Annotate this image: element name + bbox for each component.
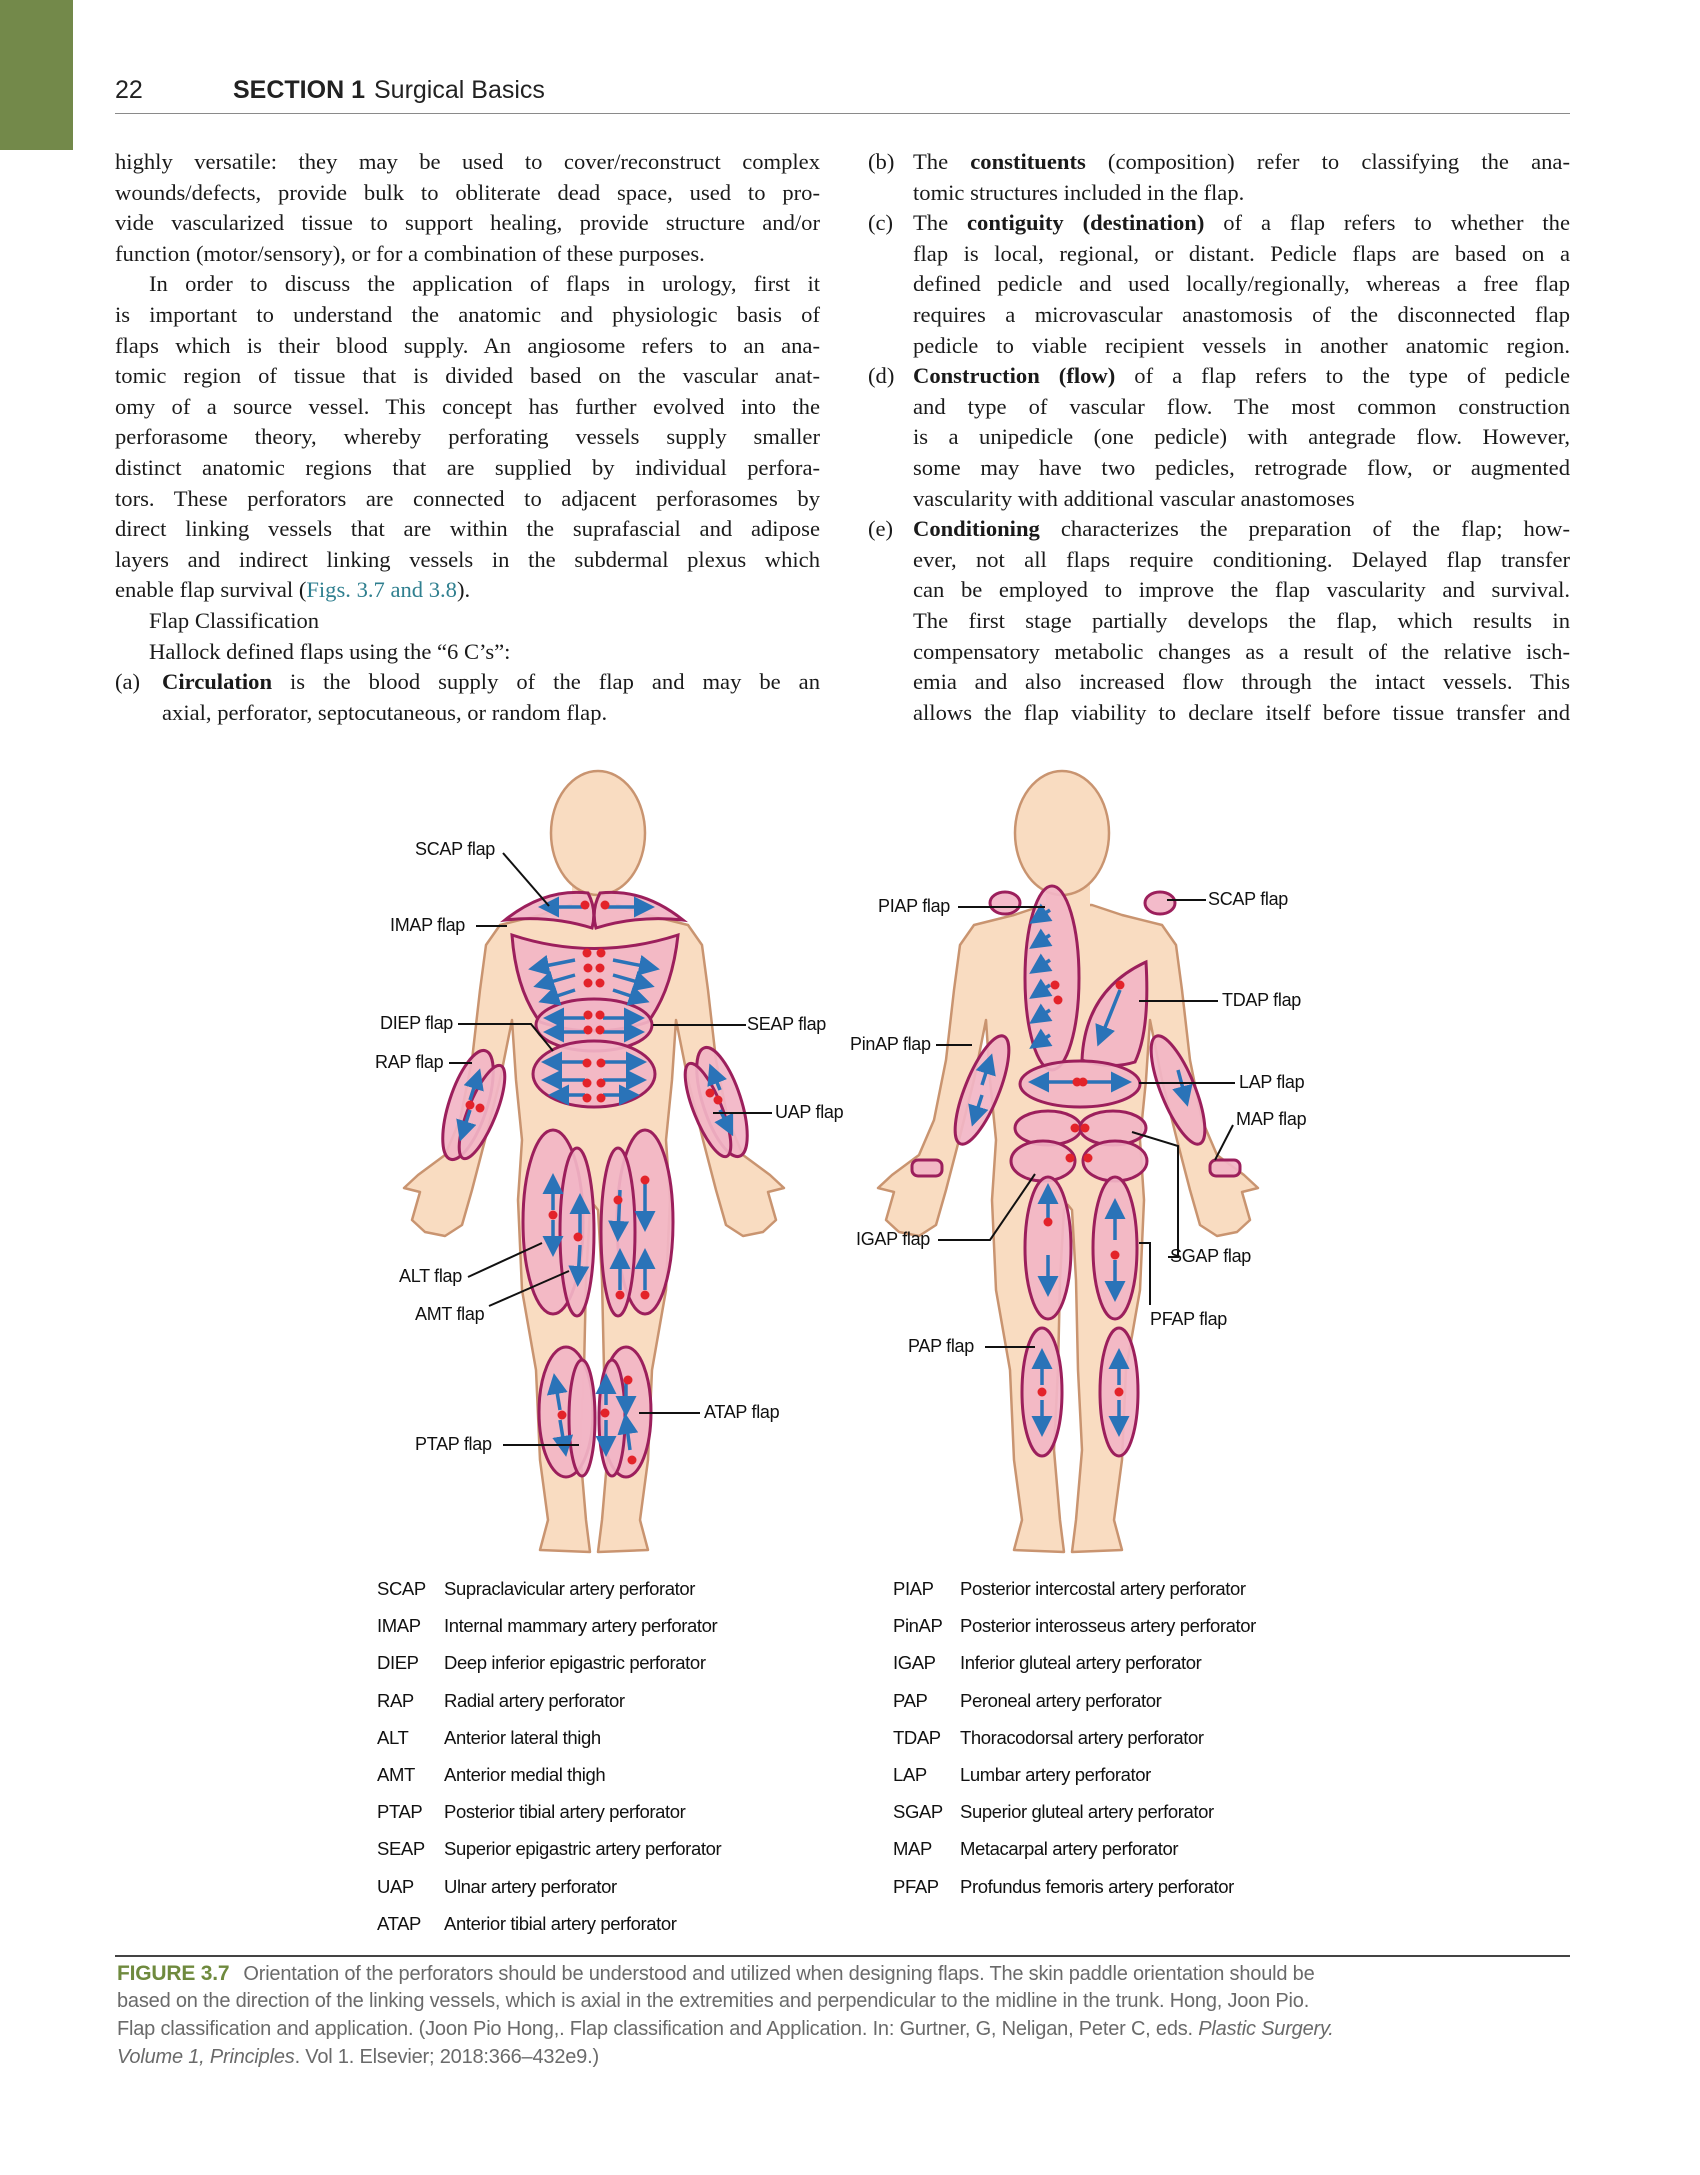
flap-label-rap: RAP flap — [375, 1052, 444, 1072]
flap-label-alt: ALT flap — [399, 1266, 462, 1286]
caption-rule — [115, 1955, 1570, 1957]
list-marker: (e) — [868, 516, 894, 542]
legend-description: Ulnar artery perforator — [444, 1875, 617, 1897]
legend-abbr: SCAP — [377, 1578, 426, 1599]
perforator-dot — [596, 979, 605, 988]
text-segment: The first stage partially develops the flap, which results in — [913, 607, 1570, 633]
legend-abbr: PFAP — [893, 1875, 939, 1897]
perforator-dot — [601, 901, 610, 910]
text-segment: In order to discuss the application of flaps in urology, first it — [149, 271, 820, 297]
legend-description: Anterior lateral thigh — [444, 1726, 601, 1748]
perforator-dot — [1081, 1124, 1090, 1133]
perforator-dot — [714, 1096, 723, 1105]
bold-term: contiguity (destination) — [967, 210, 1205, 236]
flap-label-scap: SCAP flap — [415, 839, 496, 859]
perforator-dot — [584, 1011, 593, 1020]
legend-abbr: IGAP — [893, 1652, 936, 1674]
perforator-dot — [584, 979, 593, 988]
legend-description: Superior gluteal artery perforator — [960, 1801, 1214, 1823]
perforator-dot — [1079, 1078, 1088, 1087]
bold-term: Circulation — [162, 669, 273, 695]
diep-flap — [533, 1041, 655, 1107]
map-flap-right — [1210, 1160, 1240, 1176]
perforator-dot — [596, 1011, 605, 1020]
legend-abbr: SEAP — [377, 1838, 425, 1860]
text-segment: tomic structures included in the flap. — [913, 179, 1245, 205]
text-segment: compensatory metabolic changes as a result of the relative isch- — [913, 638, 1570, 664]
flap-label-map: MAP flap — [1236, 1109, 1307, 1129]
text-segment: direct linking vessels that are within the suprafascial and adipose — [115, 516, 820, 542]
bold-term: constituents — [970, 149, 1086, 174]
text-segment: is important to understand the anatomic and physiologic basis of — [115, 301, 820, 327]
text-segment: allows the flap viability to declare itself before tissue transfer and — [913, 699, 1570, 725]
text-segment: highly versatile: they may be used to cover/reconstruct complex — [115, 149, 820, 174]
flap-label-imap: IMAP flap — [390, 915, 466, 935]
legend-description: Metacarpal artery perforator — [960, 1838, 1179, 1860]
legend-description: Radial artery perforator — [444, 1689, 625, 1711]
perforator-dot — [583, 1094, 592, 1103]
perforator-dot — [1111, 1251, 1120, 1260]
text-segment: enable flap survival ( — [115, 577, 307, 603]
list-marker: (d) — [868, 363, 895, 389]
text-segment: vascularity with additional vascular anastomoses — [913, 485, 1355, 511]
legend-abbr: UAP — [377, 1875, 414, 1897]
perforator-dot — [597, 1079, 606, 1088]
caption-text: Flap classification and application. (Joon Pio Hong,. Flap classification and Application. In: Gurtner, G, Neligan, Peter C, eds. — [117, 2018, 1199, 2040]
perforator-dot — [466, 1101, 475, 1110]
legend-abbr: TDAP — [893, 1726, 941, 1748]
back-head — [1015, 771, 1109, 895]
text-segment: some may have two pedicles, retrograde flow, or augmented — [913, 454, 1570, 480]
amt-flap-left — [560, 1148, 594, 1316]
perforator-dot — [583, 1059, 592, 1068]
igap-flap-left — [1011, 1141, 1075, 1181]
perforator-dot — [601, 1409, 610, 1418]
perforator-dot — [1051, 981, 1060, 990]
legend-description: Inferior gluteal artery perforator — [960, 1652, 1202, 1674]
citation-title: Plastic Surgery. — [1198, 2018, 1334, 2040]
legend-description: Profundus femoris artery perforator — [960, 1875, 1234, 1897]
bold-term: Conditioning — [913, 516, 1040, 542]
legend-abbr: LAP — [893, 1764, 927, 1785]
legend-description: Posterior interosseus artery perforator — [960, 1615, 1256, 1637]
legend-abbr: RAP — [377, 1689, 414, 1711]
text-segment: characterizes the preparation of the flap; how- — [1039, 516, 1570, 542]
legend-description: Anterior medial thigh — [444, 1764, 606, 1785]
text-segment: wounds/defects, provide bulk to obliterate dead space, used to pro- — [115, 179, 820, 205]
caption-line — [117, 2046, 599, 2069]
flap-label-piap: PIAP flap — [878, 896, 951, 916]
caption-text: based on the direction of the linking vessels, which is axial in the extremities and perpendicular to the midline in the trunk. Hong, Joon Pio. — [117, 1990, 1310, 2012]
text-segment: The — [913, 149, 971, 174]
scap-back-flap — [1145, 892, 1175, 914]
text-segment: tors. These perforators are connected to adjacent perforasomes by — [115, 485, 820, 511]
text-segment: ). — [456, 577, 471, 603]
perforator-dot — [476, 1104, 485, 1113]
text-segment: flaps which is their blood supply. An angiosome refers to an ana- — [115, 332, 820, 358]
ptap-flap-inner — [569, 1360, 595, 1476]
front-head — [551, 771, 645, 895]
text-segment: ever, not all flaps require conditioning. Delayed flap transfer — [913, 546, 1570, 572]
perforator-dot — [1038, 1388, 1047, 1397]
leader-line — [1215, 1125, 1233, 1160]
flap-label-sgap: SGAP flap — [1170, 1246, 1252, 1266]
perforator-dot — [596, 964, 605, 973]
legend-abbr: DIEP — [377, 1652, 419, 1674]
perforator-dot — [1071, 1124, 1080, 1133]
legend-abbr: IMAP — [377, 1615, 421, 1637]
perforator-dot — [1116, 981, 1125, 990]
perforator-dot — [641, 1176, 650, 1185]
caption-line — [117, 1990, 1309, 2013]
caption-text: Orientation of the perforators should be understood and utilized when designing flaps. The skin paddle orientation should be — [243, 1963, 1315, 1985]
flap-label-pinap: PinAP flap — [850, 1034, 931, 1054]
legend-abbr: PinAP — [893, 1615, 943, 1637]
legend-abbr: PTAP — [377, 1801, 423, 1823]
legend-description: Internal mammary artery perforator — [444, 1615, 718, 1637]
igap-flap-right — [1083, 1141, 1147, 1181]
perforator-dot — [574, 1233, 583, 1242]
flap-label-uap: UAP flap — [775, 1102, 844, 1122]
legend-abbr: ATAP — [377, 1912, 421, 1934]
text-segment: perforasome theory, whereby perforating vessels supply smaller — [115, 424, 820, 450]
flap-label-pap: PAP flap — [908, 1336, 974, 1356]
legend-description: Supraclavicular artery perforator — [444, 1578, 696, 1599]
flap-label-tdap: TDAP flap — [1222, 990, 1302, 1010]
legend-abbr: ALT — [377, 1726, 409, 1748]
text-segment: flap is local, regional, or distant. Pedicle flaps are based on a — [913, 240, 1570, 266]
legend-description: Lumbar artery perforator — [960, 1764, 1151, 1785]
perforator-dot — [596, 1026, 605, 1035]
perforator-dot — [1084, 1154, 1093, 1163]
perforator-dot — [624, 1376, 633, 1385]
text-segment: of a flap refers to whether the — [1204, 210, 1571, 236]
perforator-dot — [1066, 1154, 1075, 1163]
citation-title: Volume 1, Principles — [117, 2046, 295, 2068]
piap-flap — [1025, 886, 1079, 1070]
text-segment: distinct anatomic regions that are supplied by individual perfora- — [115, 454, 820, 480]
caption-line — [117, 1962, 1315, 1986]
legend-abbr: PIAP — [893, 1578, 934, 1599]
flap-label-ptap: PTAP flap — [415, 1434, 492, 1454]
perforator-dot — [597, 949, 606, 958]
text-segment: layers and indirect linking vessels in the subdermal plexus which — [115, 546, 820, 572]
text-segment: and type of vascular flow. The most common construction — [913, 393, 1570, 419]
text-segment: The — [913, 210, 968, 236]
legend-description: Superior epigastric artery perforator — [444, 1838, 722, 1860]
legend-description: Posterior tibial artery perforator — [444, 1801, 686, 1823]
text-segment: is a unipedicle (one pedicle) with antegrade flow. However, — [913, 424, 1570, 450]
legend-description: Deep inferior epigastric perforator — [444, 1652, 706, 1674]
perforator-dot — [549, 1211, 558, 1220]
perforator-dot — [558, 1411, 567, 1420]
flap-label-amt: AMT flap — [415, 1304, 485, 1324]
text-segment: of a flap refers to the type of pedicle — [1115, 363, 1570, 389]
bold-term: Construction (flow) — [913, 363, 1116, 389]
legend-abbr: PAP — [893, 1689, 928, 1711]
section-title: Surgical Basics — [374, 76, 545, 104]
perforator-dot — [583, 1079, 592, 1088]
perforator-dot — [597, 1094, 606, 1103]
legend-description: Posterior intercostal artery perforator — [960, 1578, 1246, 1599]
perforator-dot — [1044, 1218, 1053, 1227]
text-segment: requires a microvascular anastomosis of the disconnected flap — [913, 301, 1570, 327]
text-segment: is the blood supply of the flap and may be an — [272, 669, 820, 695]
perforator-dot — [628, 1456, 637, 1465]
flap-label-diep: DIEP flap — [380, 1013, 454, 1033]
caption-line — [117, 2018, 1334, 2041]
list-marker: (b) — [868, 149, 895, 174]
text-segment: Hallock defined flaps using the “6 C’s”: — [149, 638, 511, 664]
perforator-dot — [706, 1089, 715, 1098]
flap-label-seap: SEAP flap — [747, 1014, 827, 1034]
perforator-dot — [583, 949, 592, 958]
text-segment: Flap Classification — [149, 607, 320, 633]
legend-abbr: SGAP — [893, 1801, 943, 1823]
text-segment: axial, perforator, septocutaneous, or random flap. — [162, 699, 608, 725]
perforator-dot — [1054, 996, 1063, 1005]
text-segment: pedicle to viable recipient vessels in another anatomic region. — [913, 332, 1570, 358]
legend-description: Thoracodorsal artery perforator — [960, 1726, 1204, 1748]
perforator-dot — [584, 1026, 593, 1035]
text-segment: (composition) refer to classifying the ana- — [1085, 149, 1570, 174]
legend-description: Peroneal artery perforator — [960, 1689, 1162, 1711]
list-marker: (c) — [868, 210, 894, 236]
text-segment: tomic region of tissue that is divided based on the vascular anat- — [115, 363, 820, 389]
perforator-dot — [614, 1196, 623, 1205]
flap-label-lap: LAP flap — [1239, 1072, 1305, 1092]
perforator-dot — [584, 964, 593, 973]
text-segment: defined pedicle and used locally/regionally, whereas a free flap — [913, 271, 1570, 297]
pfap-flap-right — [1093, 1177, 1137, 1319]
atap-flap-inner — [599, 1360, 625, 1476]
text-segment: emia and also increased flow through the intact vessels. This — [913, 669, 1570, 695]
perforator-dot — [581, 901, 590, 910]
scap-back-flap-left — [990, 892, 1020, 914]
text-segment: function (motor/sensory), or for a combination of these purposes. — [115, 240, 705, 266]
perforator-dot — [1115, 1388, 1124, 1397]
caption-text: . Vol 1. Elsevier; 2018:366–432e9.) — [294, 2046, 599, 2068]
figure-reference-link[interactable]: Figs. 3.7 and 3.8 — [306, 577, 457, 603]
flap-label-pfap: PFAP flap — [1150, 1309, 1228, 1329]
flap-label-atap: ATAP flap — [704, 1402, 780, 1422]
flap-label-scap: SCAP flap — [1208, 889, 1289, 909]
figure-number: FIGURE 3.7 — [117, 1962, 230, 1985]
list-marker: (a) — [115, 669, 141, 695]
text-segment: vide vascularized tissue to support healing, provide structure and/or — [115, 210, 820, 236]
page-number: 22 — [115, 76, 143, 104]
flap-label-igap: IGAP flap — [856, 1229, 931, 1249]
text-segment: omy of a source vessel. This concept has further evolved into the — [115, 393, 820, 419]
legend-description: Anterior tibial artery perforator — [444, 1912, 677, 1934]
legend-abbr: AMT — [377, 1764, 415, 1785]
perforator-dot — [616, 1291, 625, 1300]
leader-line — [503, 853, 549, 906]
section-label: SECTION 1 — [233, 76, 365, 104]
linking-vessel-arrow — [578, 1245, 580, 1280]
legend-abbr: MAP — [893, 1838, 932, 1860]
text-segment: can be employed to improve the flap vascularity and survival. — [913, 577, 1570, 603]
perforator-dot — [597, 1059, 606, 1068]
perforator-dot — [641, 1291, 650, 1300]
map-flap-left — [912, 1160, 942, 1176]
